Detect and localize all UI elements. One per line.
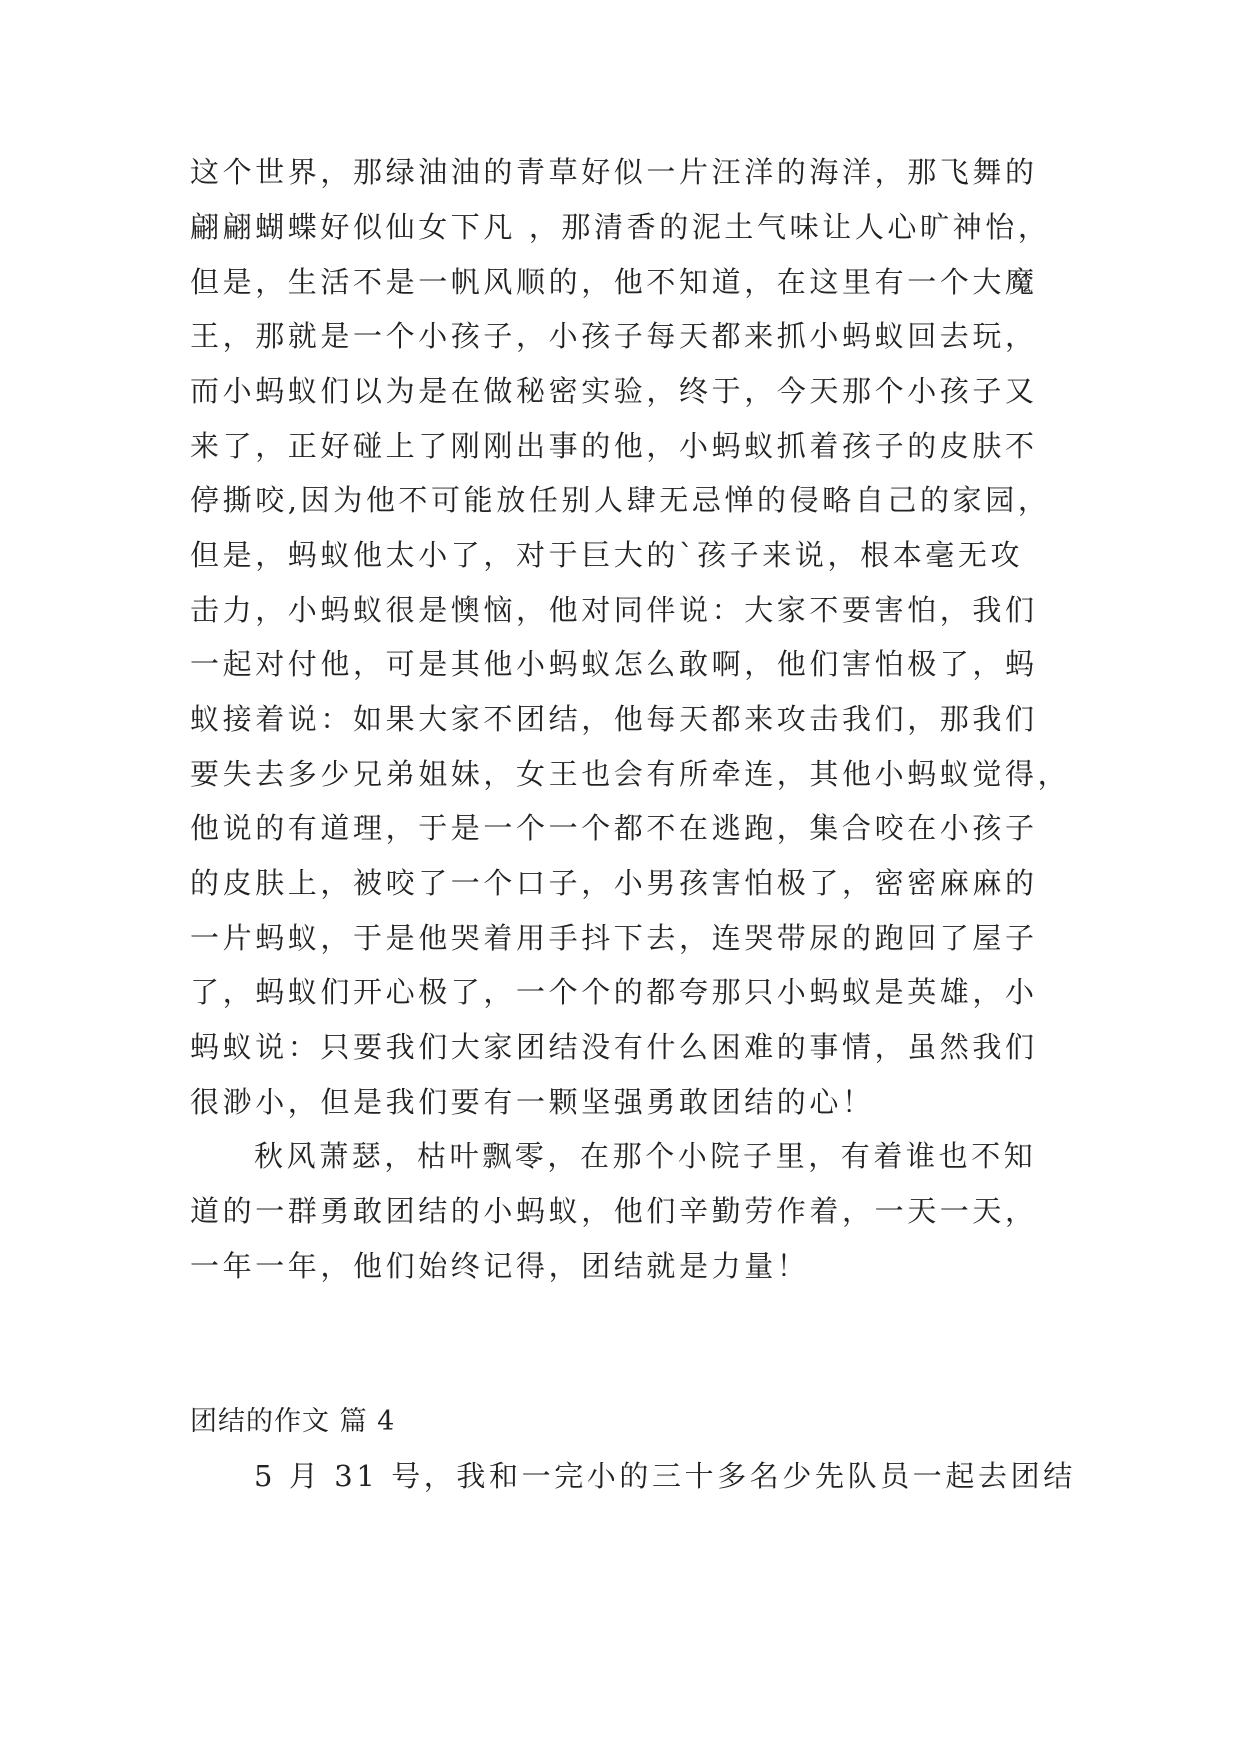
text-line: 这个世界，那绿油油的青草好似一片汪洋的海洋，那飞舞的 bbox=[190, 155, 1038, 189]
text-line: 的皮肤上，被咬了一个口子，小男孩害怕极了，密密麻麻的 bbox=[190, 866, 1038, 900]
text-line: 很渺小，但是我们要有一颗坚强勇敢团结的心！ bbox=[190, 1085, 875, 1119]
text-line: 而小蚂蚁们以为是在做秘密实验，终于，今天那个小孩子又 bbox=[190, 374, 1038, 408]
text-line: 一起对付他，可是其他小蚂蚁怎么敢啊，他们害怕极了，蚂 bbox=[190, 647, 1038, 681]
text-line: 但是，生活不是一帆风顺的，他不知道，在这里有一个大魔 bbox=[190, 265, 1038, 299]
text-line: 秋风萧瑟，枯叶飘零，在那个小院子里，有着谁也不知 bbox=[254, 1139, 1037, 1173]
text-line: 一片蚂蚁，于是他哭着用手抖下去，连哭带尿的跑回了屋子 bbox=[190, 921, 1038, 955]
text-line: 击力，小蚂蚁很是懊恼，他对同伴说：大家不要害怕，我们 bbox=[190, 593, 1038, 627]
text-line: 5 月 31 号，我和一完小的三十多名少先队员一起去团结 bbox=[254, 1459, 1076, 1493]
text-line: 但是，蚂蚁他太小了，对于巨大的`孩子来说，根本毫无攻 bbox=[190, 538, 1024, 572]
text-line: 一年一年，他们始终记得，团结就是力量！ bbox=[190, 1249, 810, 1283]
section-heading: 团结的作文 篇 4 bbox=[190, 1406, 396, 1437]
text-line: 道的一群勇敢团结的小蚂蚁，他们辛勤劳作着，一天一天， bbox=[190, 1194, 1038, 1228]
text-line: 翩翩蝴蝶好似仙女下凡 ，那清香的泥土气味让人心旷神怡， bbox=[190, 210, 1051, 244]
text-line: 他说的有道理，于是一个一个都不在逃跑，集合咬在小孩子 bbox=[190, 811, 1038, 845]
text-line: 蚂蚁说：只要我们大家团结没有什么困难的事情，虽然我们 bbox=[190, 1030, 1038, 1064]
text-line: 停撕咬,因为他不可能放任别人肆无忌惮的侵略自己的家园， bbox=[190, 483, 1051, 517]
text-line: 王，那就是一个小孩子，小孩子每天都来抓小蚂蚁回去玩， bbox=[190, 319, 1038, 353]
text-line: 蚁接着说：如果大家不团结，他每天都来攻击我们，那我们 bbox=[190, 702, 1038, 736]
text-line: 来了，正好碰上了刚刚出事的他，小蚂蚁抓着孩子的皮肤不 bbox=[190, 429, 1038, 463]
text-line: 了，蚂蚁们开心极了，一个个的都夸那只小蚂蚁是英雄，小 bbox=[190, 975, 1038, 1009]
text-line: 要失去多少兄弟姐妹，女王也会有所牵连，其他小蚂蚁觉得， bbox=[190, 757, 1071, 791]
